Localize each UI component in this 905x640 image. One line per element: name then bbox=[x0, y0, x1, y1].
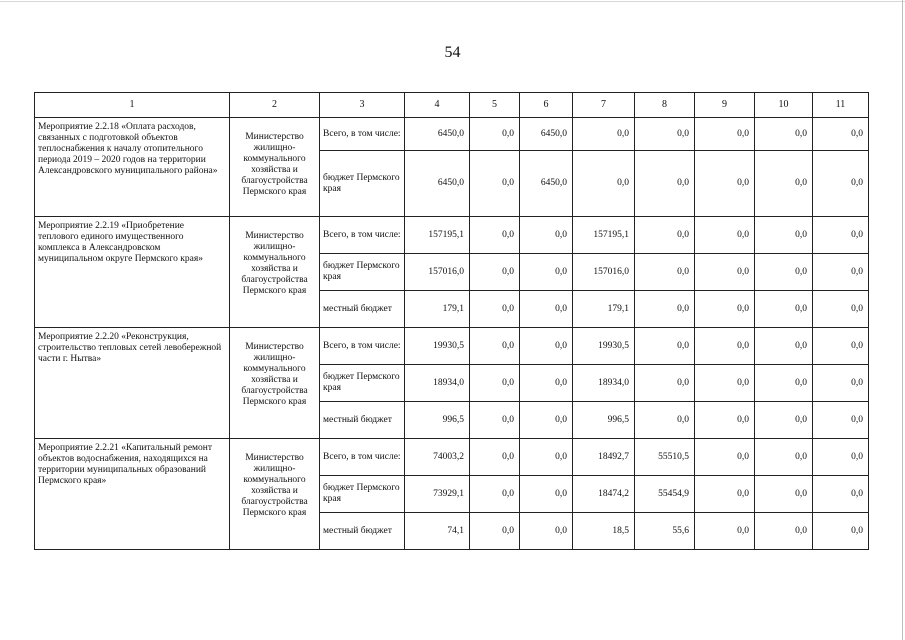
value-cell: 0,0 bbox=[813, 254, 869, 291]
value-cell: 0,0 bbox=[755, 118, 813, 151]
value-cell: 0,0 bbox=[813, 513, 869, 550]
value-cell: 0,0 bbox=[813, 328, 869, 365]
funding-source: местный бюджет bbox=[320, 513, 405, 550]
column-header: 6 bbox=[520, 93, 573, 118]
funding-source: Всего, в том числе: bbox=[320, 328, 405, 365]
value-cell: 0,0 bbox=[695, 328, 755, 365]
value-cell: 74003,2 bbox=[405, 439, 470, 476]
value-cell: 18934,0 bbox=[573, 365, 635, 402]
value-cell: 0,0 bbox=[470, 365, 520, 402]
value-cell: 55510,5 bbox=[635, 439, 695, 476]
value-cell: 0,0 bbox=[755, 217, 813, 254]
table-row bbox=[35, 217, 869, 254]
funding-source: местный бюджет bbox=[320, 402, 405, 439]
value-cell: 0,0 bbox=[635, 365, 695, 402]
value-cell: 0,0 bbox=[695, 291, 755, 328]
header-row bbox=[35, 93, 869, 118]
value-cell: 157195,1 bbox=[573, 217, 635, 254]
value-cell: 0,0 bbox=[470, 513, 520, 550]
value-cell: 55454,9 bbox=[635, 476, 695, 513]
value-cell: 996,5 bbox=[405, 402, 470, 439]
event-name: Мероприятие 2.2.19 «Приобретение теплового единого имущественного комплекса в Александровском муниципальном округе Пермского края» bbox=[35, 217, 230, 328]
funding-source: бюджет Пермского края bbox=[320, 476, 405, 513]
column-header: 11 bbox=[813, 93, 869, 118]
value-cell: 0,0 bbox=[813, 476, 869, 513]
value-cell: 0,0 bbox=[635, 217, 695, 254]
executor-name: Министерство жилищно-коммунального хозяйства и благоустройства Пермского края bbox=[230, 439, 320, 550]
table-row bbox=[35, 118, 869, 151]
value-cell: 0,0 bbox=[520, 291, 573, 328]
column-header: 1 bbox=[35, 93, 230, 118]
value-cell: 74,1 bbox=[405, 513, 470, 550]
value-cell: 0,0 bbox=[695, 439, 755, 476]
value-cell: 0,0 bbox=[695, 217, 755, 254]
value-cell: 0,0 bbox=[470, 328, 520, 365]
funding-source: Всего, в том числе: bbox=[320, 439, 405, 476]
funding-source: Всего, в том числе: bbox=[320, 118, 405, 151]
value-cell: 6450,0 bbox=[520, 118, 573, 151]
executor-name: Министерство жилищно-коммунального хозяйства и благоустройства Пермского края bbox=[230, 118, 320, 217]
value-cell: 0,0 bbox=[813, 439, 869, 476]
column-header: 4 bbox=[405, 93, 470, 118]
value-cell: 0,0 bbox=[635, 151, 695, 217]
value-cell: 73929,1 bbox=[405, 476, 470, 513]
page-number: 54 bbox=[444, 44, 461, 61]
value-cell: 0,0 bbox=[520, 217, 573, 254]
value-cell: 0,0 bbox=[520, 439, 573, 476]
value-cell: 0,0 bbox=[813, 365, 869, 402]
event-name: Мероприятие 2.2.21 «Капитальный ремонт объектов водоснабжения, находящихся на территории муниципальных образований Пермского края» bbox=[35, 439, 230, 550]
scan-edge-right bbox=[902, 0, 903, 640]
value-cell: 0,0 bbox=[520, 513, 573, 550]
value-cell: 0,0 bbox=[520, 365, 573, 402]
funding-source: бюджет Пермского края bbox=[320, 151, 405, 217]
value-cell: 0,0 bbox=[813, 291, 869, 328]
value-cell: 0,0 bbox=[470, 476, 520, 513]
value-cell: 0,0 bbox=[635, 328, 695, 365]
value-cell: 0,0 bbox=[695, 513, 755, 550]
value-cell: 179,1 bbox=[405, 291, 470, 328]
value-cell: 0,0 bbox=[755, 151, 813, 217]
value-cell: 0,0 bbox=[470, 151, 520, 217]
value-cell: 0,0 bbox=[470, 217, 520, 254]
value-cell: 0,0 bbox=[813, 402, 869, 439]
value-cell: 0,0 bbox=[755, 513, 813, 550]
value-cell: 0,0 bbox=[755, 402, 813, 439]
value-cell: 0,0 bbox=[755, 476, 813, 513]
value-cell: 6450,0 bbox=[520, 151, 573, 217]
value-cell: 0,0 bbox=[813, 151, 869, 217]
value-cell: 6450,0 bbox=[405, 151, 470, 217]
value-cell: 0,0 bbox=[695, 151, 755, 217]
funding-source: бюджет Пермского края bbox=[320, 254, 405, 291]
value-cell: 0,0 bbox=[635, 402, 695, 439]
value-cell: 19930,5 bbox=[573, 328, 635, 365]
column-header: 8 bbox=[635, 93, 695, 118]
column-header: 10 bbox=[755, 93, 813, 118]
value-cell: 0,0 bbox=[813, 217, 869, 254]
value-cell: 0,0 bbox=[755, 328, 813, 365]
value-cell: 157195,1 bbox=[405, 217, 470, 254]
table-row bbox=[35, 439, 869, 476]
value-cell: 19930,5 bbox=[405, 328, 470, 365]
funding-source: местный бюджет bbox=[320, 291, 405, 328]
value-cell: 0,0 bbox=[573, 118, 635, 151]
value-cell: 996,5 bbox=[573, 402, 635, 439]
event-name: Мероприятие 2.2.18 «Оплата расходов, связанных с подготовкой объектов теплоснабжения к началу отопительного периода 2019 – 2020 годов на территории Александровского муниципального района» bbox=[35, 118, 230, 217]
value-cell: 18934,0 bbox=[405, 365, 470, 402]
column-header: 2 bbox=[230, 93, 320, 118]
value-cell: 0,0 bbox=[695, 476, 755, 513]
value-cell: 0,0 bbox=[755, 439, 813, 476]
value-cell: 0,0 bbox=[470, 254, 520, 291]
value-cell: 0,0 bbox=[520, 328, 573, 365]
value-cell: 0,0 bbox=[520, 254, 573, 291]
value-cell: 0,0 bbox=[695, 254, 755, 291]
value-cell: 157016,0 bbox=[573, 254, 635, 291]
funding-source: бюджет Пермского края bbox=[320, 365, 405, 402]
value-cell: 18,5 bbox=[573, 513, 635, 550]
value-cell: 0,0 bbox=[470, 402, 520, 439]
funding-source: Всего, в том числе: bbox=[320, 217, 405, 254]
value-cell: 0,0 bbox=[635, 254, 695, 291]
event-name: Мероприятие 2.2.20 «Реконструкция, строительство тепловых сетей левобережной части г. Нытва» bbox=[35, 328, 230, 439]
value-cell: 6450,0 bbox=[405, 118, 470, 151]
value-cell: 157016,0 bbox=[405, 254, 470, 291]
column-header: 9 bbox=[695, 93, 755, 118]
value-cell: 0,0 bbox=[470, 118, 520, 151]
column-header: 3 bbox=[320, 93, 405, 118]
executor-name: Министерство жилищно-коммунального хозяйства и благоустройства Пермского края bbox=[230, 217, 320, 328]
value-cell: 18492,7 bbox=[573, 439, 635, 476]
value-cell: 18474,2 bbox=[573, 476, 635, 513]
value-cell: 0,0 bbox=[573, 151, 635, 217]
value-cell: 0,0 bbox=[695, 118, 755, 151]
value-cell: 0,0 bbox=[755, 254, 813, 291]
value-cell: 0,0 bbox=[813, 118, 869, 151]
value-cell: 0,0 bbox=[520, 402, 573, 439]
table-body bbox=[35, 118, 869, 550]
executor-name: Министерство жилищно-коммунального хозяйства и благоустройства Пермского края bbox=[230, 328, 320, 439]
budget-table bbox=[34, 92, 869, 550]
value-cell: 0,0 bbox=[635, 118, 695, 151]
column-header: 5 bbox=[470, 93, 520, 118]
value-cell: 0,0 bbox=[470, 291, 520, 328]
scan-edge-top bbox=[0, 1, 905, 2]
value-cell: 0,0 bbox=[695, 365, 755, 402]
value-cell: 0,0 bbox=[755, 291, 813, 328]
table-row bbox=[35, 328, 869, 365]
value-cell: 0,0 bbox=[520, 476, 573, 513]
value-cell: 0,0 bbox=[755, 365, 813, 402]
value-cell: 0,0 bbox=[635, 291, 695, 328]
value-cell: 0,0 bbox=[695, 402, 755, 439]
value-cell: 179,1 bbox=[573, 291, 635, 328]
value-cell: 55,6 bbox=[635, 513, 695, 550]
column-header: 7 bbox=[573, 93, 635, 118]
value-cell: 0,0 bbox=[470, 439, 520, 476]
